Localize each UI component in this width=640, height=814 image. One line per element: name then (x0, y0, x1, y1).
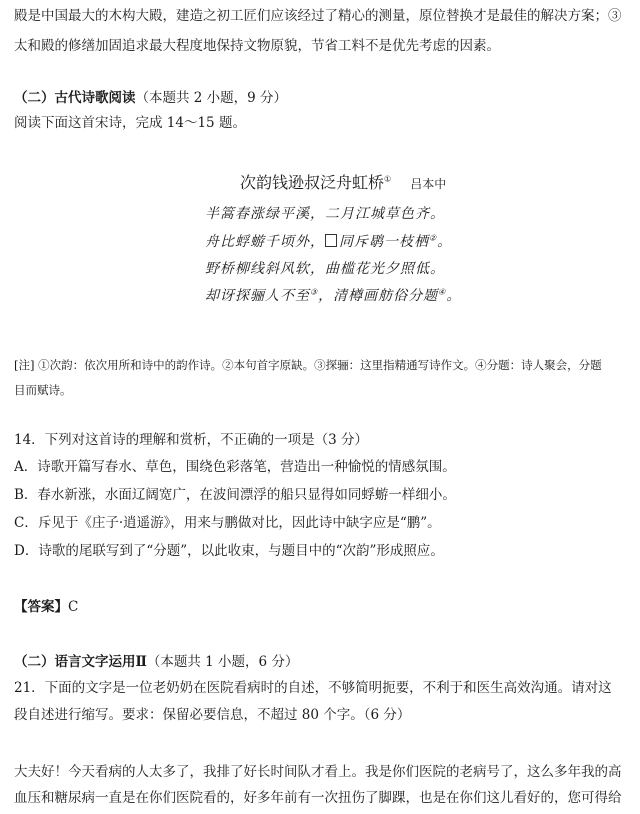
poem-line-3: 野桥柳线斜风软，曲槛花光夕照低。 (205, 261, 445, 277)
answer-value: C (68, 599, 79, 615)
poem-title-note: ① (384, 174, 392, 184)
notes-line-2: 目而赋诗。 (14, 383, 72, 397)
intro-line-2: 太和殿的修缮加固追求最大程度地保持文物原貌，节省工料不是优先考虑的因素。 (14, 38, 500, 54)
intro-line-1: 殿是中国最大的木构大殿，建造之初工匠们应该经过了精心的测量，原位替换才是最佳的解决方案；③ (14, 8, 622, 24)
poem-line-2: 舟比蜉蝣千顷外， 同斥鹖一枝栖②。 (205, 233, 453, 250)
question-14-option-b: B．春水新涨，水面辽阔宽广，在波间漂浮的船只显得如同蜉蝣一样细小。 (14, 487, 456, 503)
question-14-option-a: A．诗歌开篇写春水、草色，围绕色彩落笔，营造出一种愉悦的情感氛围。 (14, 459, 456, 475)
language-section-heading (14, 652, 630, 672)
poetry-instruction: 阅读下面这首宋诗，完成 14～15 题。 (14, 115, 246, 131)
answer-line (14, 597, 630, 617)
poem-author: 吕本中 (410, 177, 447, 191)
question-21-line-2: 段自述进行缩写。要求：保留必要信息，不超过 80 个字。（6 分） (14, 707, 411, 723)
poem-title-text: 次韵钱逊叔泛舟虹桥 (240, 173, 385, 192)
question-14-stem: 14．下列对这首诗的理解和赏析，不正确的一项是（3 分） (14, 432, 369, 448)
language-heading-bold: （二）语言文字运用Ⅱ (14, 654, 147, 670)
language-heading-rest: （本题共 1 小题，6 分） (146, 654, 299, 670)
notes-line-1: [注] ①次韵：依次用所和诗中的韵作诗。②本句首字原缺。③探骊：这里指精通写诗作文。④分题：诗人聚会，分题 (14, 358, 602, 372)
question-21-line-1: 21．下面的文字是一位老奶奶在医院看病时的自述，不够简明扼要，不利于和医生高效沟通。请对这 (14, 680, 612, 696)
question-14-option-c: C．斥见于《庄子·逍遥游》，用来与鹏做对比，因此诗中缺字应是“鹏”。 (14, 515, 441, 531)
poem-line-4: 却讶探骊人不至③，清樽画舫俗分题④。 (205, 287, 462, 304)
answer-label: 【答案】 (14, 599, 68, 615)
poetry-heading-bold: （二）古代诗歌阅读 (14, 90, 136, 106)
passage-line-2: 血压和糖尿病一直是在你们医院看的，好多年前有一次扭伤了脚踝，也是在你们这儿看好的，您可得给 (14, 790, 622, 806)
poetry-section-heading (14, 88, 630, 108)
question-14-option-d: D．诗歌的尾联写到了“分题”，以此收束，与题目中的“次韵”形成照应。 (14, 543, 444, 559)
poem-title (240, 170, 446, 193)
poem-line-1: 半篙春涨绿平溪，二月江城草色齐。 (205, 206, 445, 222)
poetry-heading-rest: （本题共 2 小题，9 分） (135, 90, 288, 106)
missing-character-box (325, 234, 337, 247)
passage-line-1: 大夫好！今天看病的人太多了，我排了好长时间队才看上。我是你们医院的老病号了，这么多年我的高 (14, 764, 622, 780)
